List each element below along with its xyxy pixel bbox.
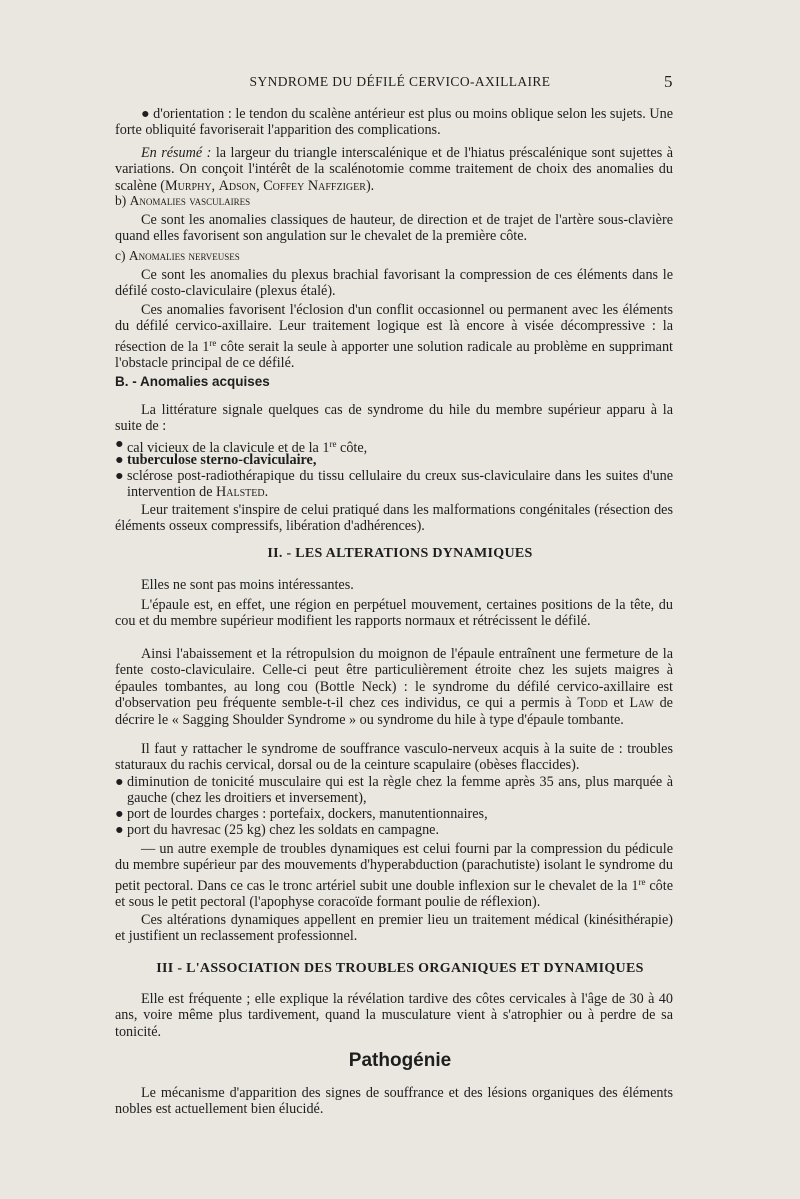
paragraph-text: Ces anomalies favorisent l'éclosion d'un conflit occasionnel ou permanent avec les éléments du défilé cervico-axillaire. Leur traitement logique est là encore à visée décompressive : la résection de la 1 [115, 302, 673, 355]
superscript: re [209, 337, 217, 348]
paragraph-anomalies [115, 302, 673, 372]
paragraph-frequente [115, 991, 673, 1040]
list-item [115, 822, 673, 838]
heading-prefix: b) [115, 193, 130, 208]
running-header: SYNDROME DU DÉFILÉ CERVICO-AXILLAIRE [249, 74, 551, 89]
paragraph-orientation [115, 106, 673, 139]
list-item [115, 806, 673, 822]
paragraph-vasculaires [115, 212, 673, 245]
author-name: Coffey Naffziger [263, 177, 366, 194]
paragraph-text: Le mécanisme d'apparition des signes de souffrance et des lésions organiques des éléments nobles est actuellement bien élucidé. [115, 1085, 673, 1118]
paragraph-end: ). [365, 177, 375, 194]
list-text: côte, [336, 440, 368, 456]
paragraph-text: — un autre exemple de troubles dynamiques est celui fourni par la compression du pédicule du membre supérieur par des mouvements d'hyperabduction (parachutiste) isolant le syndrome du petit pectoral. Dans ce cas le tronc artériel subit une double inflexion sur le chevalet de la 1 [115, 841, 673, 894]
paragraph-text: la largeur du triangle interscalénique et de l'hiatus préscalénique sont sujettes à variations. On conçoit l'intérêt de la scalénotomie comme traitement de choix des anomalies du scalène ( [115, 145, 673, 194]
pathogenie-heading: Pathogénie [348, 1050, 452, 1071]
paragraph-text: Elles ne sont pas moins intéressantes. [141, 577, 354, 593]
paragraph-text: d'orientation : le tendon du scalène antérieur est plus ou moins oblique selon les sujets. Une forte obliquité favoriserait l'apparition des complications. [115, 106, 673, 139]
paragraph-alterations [115, 912, 673, 945]
list-item [115, 452, 673, 468]
superscript: re [638, 876, 646, 887]
list-text: diminution de tonicité musculaire qui est la règle chez la femme après 35 ans, plus marquée à gauche (chez les droitiers et inversement), [127, 774, 673, 807]
author-name: Todd [577, 695, 608, 712]
author-name: Adson [218, 177, 257, 194]
bullet-icon: ● [115, 436, 124, 452]
paragraph-text: côte et sous le petit pectoral (l'apophyse coracoïde formant poulie de réflexion). [115, 877, 673, 911]
paragraph-text: L'épaule est, en effet, une région en perpétuel mouvement, certaines positions de la tête, du cou et du membre supérieur modifient les rapports normaux et rétrécissent le défilé. [115, 597, 673, 630]
paragraph-text: Ainsi l'abaissement et la rétropulsion du moignon de l'épaule entraînent une fermeture de la fente costo-claviculaire. Celle-ci peut être particulièrement étroite chez les sujets maigres à épaules tombantes, au long cou (Bottle Neck) : le syndrome du défilé cervico-axillaire est d'observation peu fréquente semble-t-il chez ces individus, ce qui a permis à [115, 646, 673, 712]
heading-title: Anomalies vasculaires [129, 193, 251, 208]
paragraph-text: Ce sont les anomalies du plexus brachial favorisant la compression de ces éléments dans le défilé costo-claviculaire (plexus étalé). [115, 267, 673, 300]
paragraph-text: Ces altérations dynamiques appellent en premier lieu un traitement médical (kinésithérapie) et justifient un reclassement professionnel. [115, 912, 673, 945]
bullet-icon: ● [115, 468, 124, 484]
paragraph-ainsi [115, 646, 673, 728]
list-text: port du havresac (25 kg) chez les soldats en campagne. [127, 822, 440, 838]
paragraph-il-faut [115, 741, 673, 774]
separator: , [211, 177, 219, 194]
heading-title: Anomalies nerveuses [128, 248, 240, 263]
subsection-nerveuses-heading [115, 248, 240, 264]
paragraph-text: La littérature signale quelques cas de syndrome du hile du membre supérieur apparu à la suite de : [115, 402, 673, 435]
section-b-heading: B. - Anomalies acquises [115, 374, 270, 389]
page-number: 5 [664, 72, 673, 91]
lead-italic: En résumé : [141, 145, 212, 161]
paragraph-text: Ce sont les anomalies classiques de hauteur, de direction et de trajet de l'artère sous-clavière quand elles favorisent son angulation sur le chevalet de la première côte. [115, 212, 673, 245]
superscript: re [329, 439, 337, 449]
paragraph-text: Elle est fréquente ; elle explique la révélation tardive des côtes cervicales à l'âge de 30 à 40 ans, voire même plus tardivement, quand la musculature vient à s'atrophier ou à perdre de sa tonicité. [115, 991, 673, 1040]
paragraph-text: de décrire le « Sagging Shoulder Syndrome » ou syndrome du hile à type d'épaule tombante. [115, 695, 673, 728]
author-name: Murphy [165, 177, 212, 194]
paragraph-text: Leur traitement s'inspire de celui pratiqué dans les malformations congénitales (résection des éléments osseux compressifs, libération d'adhérences). [115, 502, 673, 535]
paragraph-en-resume [115, 145, 673, 194]
paragraph-litterature [115, 402, 673, 435]
list-item [115, 774, 673, 807]
paragraph-text: côte serait la seule à apporter une solution radicale au problème en supprimant l'obstacle principal de ce défilé. [115, 338, 673, 372]
paragraph-text: et [607, 695, 630, 712]
paragraph-mecanisme [115, 1085, 673, 1118]
separator: , [256, 177, 264, 194]
heading-prefix: c) [115, 248, 129, 263]
section-iii-heading: III - L'ASSOCIATION DES TROUBLES ORGANIQUES ET DYNAMIQUES [156, 961, 644, 976]
paragraph-autre-exemple [115, 841, 673, 911]
list-text: port de lourdes charges : portefaix, dockers, manutentionnaires, [127, 806, 488, 822]
list-text: tuberculose sterno-claviculaire, [127, 452, 317, 468]
list-text: sclérose post-radiothérapique du tissu cellulaire du creux sus-claviculaire dans les suites d'une intervention de [127, 468, 673, 501]
paragraph-epaule [115, 597, 673, 630]
list-text: . [264, 484, 269, 501]
bullet-icon: ● [141, 106, 150, 122]
section-ii-heading: II. - LES ALTERATIONS DYNAMIQUES [267, 546, 533, 561]
subsection-vasculaires-heading [115, 193, 250, 209]
list-text: cal vicieux de la clavicule et de la 1 [127, 440, 330, 456]
paragraph-traitement [115, 502, 673, 535]
author-name: Law [629, 695, 654, 712]
bullet-icon: ● [115, 822, 124, 838]
paragraph-elles [115, 577, 673, 593]
bullet-icon: ● [115, 806, 124, 822]
bullet-icon: ● [115, 452, 124, 468]
bullet-icon: ● [115, 774, 124, 790]
author-name: Halsted [216, 484, 265, 501]
list-item [115, 468, 673, 501]
paragraph-nerveuses [115, 267, 673, 300]
paragraph-text: Il faut y rattacher le syndrome de souffrance vasculo-nerveux acquis à la suite de : troubles staturaux du rachis cervical, dorsal ou de la ceinture scapulaire (obèses flaccides). [115, 741, 673, 774]
